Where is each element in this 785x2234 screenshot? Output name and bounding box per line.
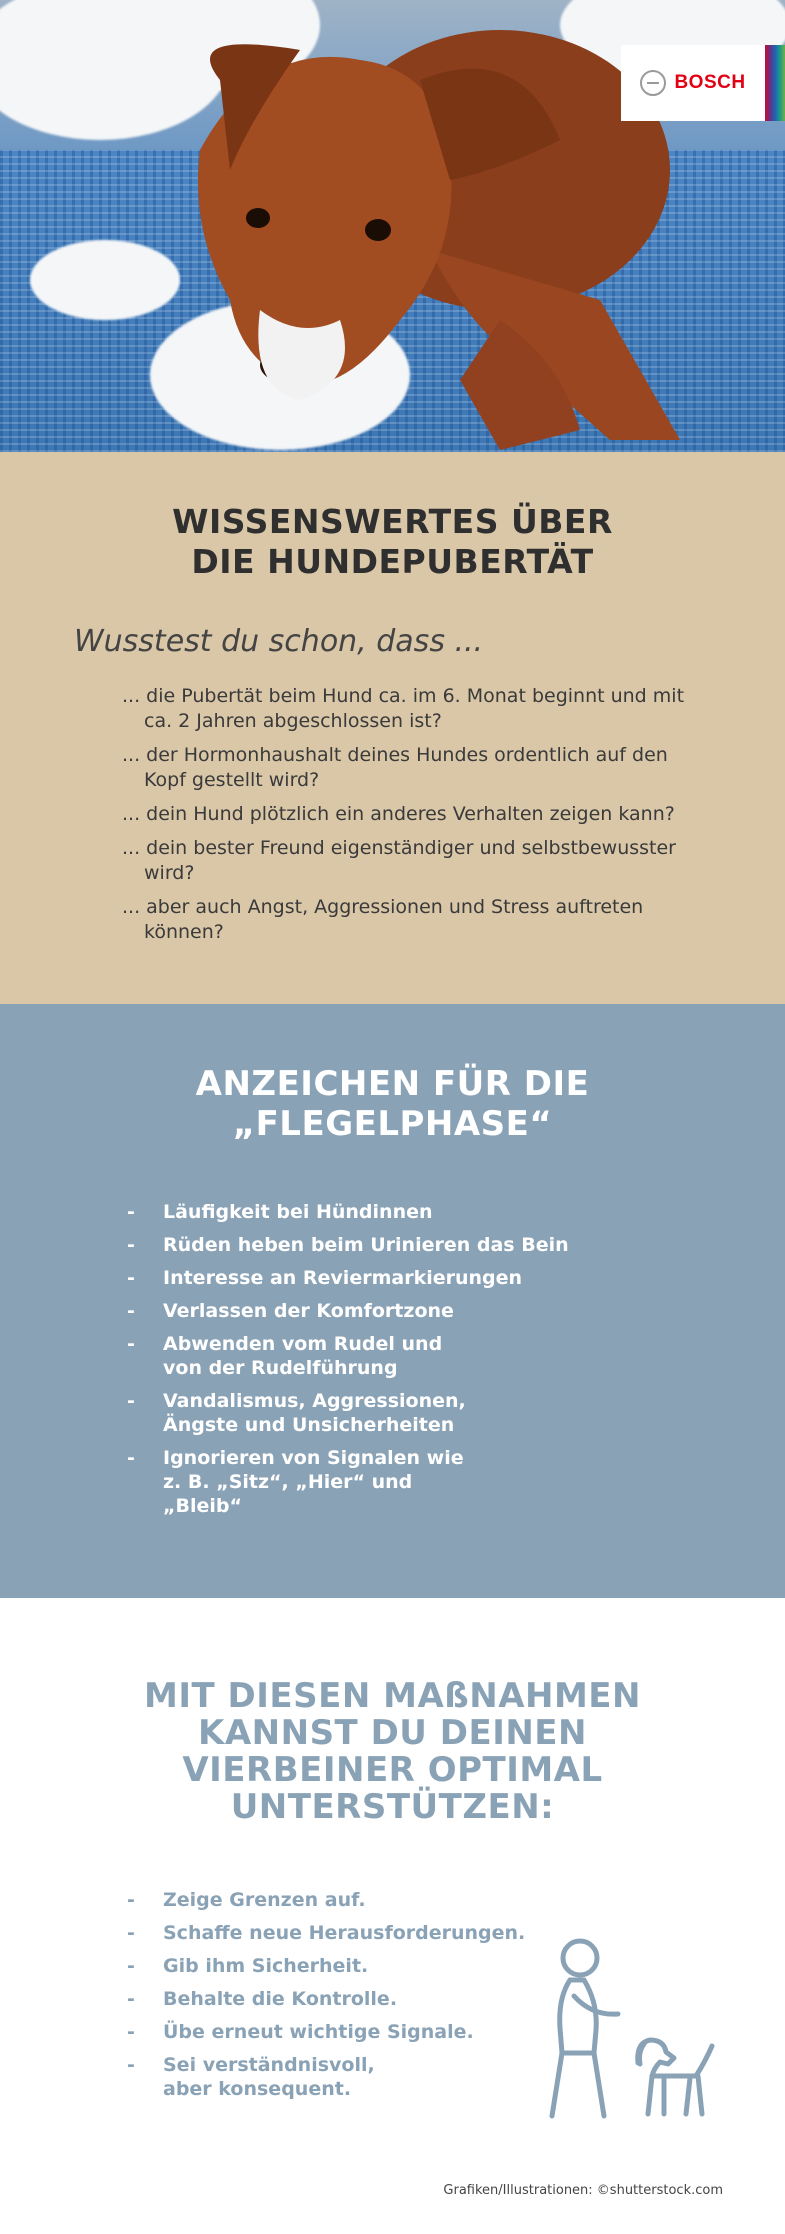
list-item: ... der Hormonhaushalt deines Hundes ordentlich auf den Kopf gestellt wird?	[122, 744, 668, 791]
brand-name: BOSCH	[674, 72, 746, 93]
list-item-text: Ignorieren von Signalen wie z. B. „Sitz“, „Hier“ und „Bleib“	[163, 1447, 464, 1517]
bullet-dash: -	[127, 1955, 135, 1977]
list-item	[127, 1200, 687, 1224]
title-line: DIE HUNDEPUBERTÄT	[191, 542, 594, 581]
bullet-dash: -	[127, 2054, 135, 2076]
signs-section	[0, 1004, 785, 1598]
list-item: ... die Pubertät beim Hund ca. im 6. Monat beginnt und mit ca. 2 Jahren abgeschlossen ist?	[122, 685, 685, 732]
bullet-dash: -	[127, 1889, 135, 1911]
list-item	[127, 1332, 487, 1380]
tips-list	[127, 1888, 547, 2110]
list-item: ... aber auch Angst, Aggressionen und Stress auftreten können?	[122, 896, 644, 943]
brand-color-stripe	[765, 45, 785, 121]
bullet-dash: -	[127, 1390, 135, 1412]
facts-section	[0, 452, 785, 1004]
list-item	[127, 1954, 547, 1978]
bullet-dash: -	[127, 1201, 135, 1223]
list-item	[127, 1921, 547, 1945]
list-item	[127, 1389, 547, 1437]
bullet-dash: -	[127, 1234, 135, 1256]
bullet-dash: -	[127, 1300, 135, 1322]
facts-list	[122, 684, 702, 954]
list-item-text: Gib ihm Sicherheit.	[163, 1955, 369, 1977]
section-title	[0, 1064, 785, 1144]
title-line: UNTERSTÜTZEN:	[230, 1787, 555, 1827]
list-item	[127, 1299, 687, 1323]
tips-section	[0, 1598, 785, 2234]
list-item-text: Sei verständnisvoll, aber konsequent.	[163, 2054, 375, 2100]
list-item-text: Zeige Grenzen auf.	[163, 1889, 366, 1911]
intro-text: Wusstest du schon, dass ...	[74, 624, 484, 659]
image-credit: Grafiken/Illustrationen: ©shutterstock.com	[443, 2183, 723, 2198]
title-line: MIT DIESEN MAßNAHMEN	[144, 1676, 641, 1716]
list-item: ... dein Hund plötzlich ein anderes Verhalten zeigen kann?	[122, 803, 675, 825]
section-title	[0, 502, 785, 582]
bullet-dash: -	[127, 1267, 135, 1289]
list-item	[127, 1888, 547, 1912]
bullet-dash: -	[127, 1988, 135, 2010]
list-item-text: Vandalismus, Aggressionen, Ängste und Unsicherheiten	[163, 1390, 466, 1436]
bosch-logo	[621, 45, 765, 121]
title-line: KANNST DU DEINEN	[198, 1713, 587, 1753]
title-line: WISSENSWERTES ÜBER	[172, 502, 613, 541]
list-item	[127, 1233, 687, 1257]
hero-image	[0, 0, 785, 452]
list-item-text: Schaffe neue Herausforderungen.	[163, 1922, 526, 1944]
list-item	[127, 2053, 387, 2101]
list-item-text: Rüden heben beim Urinieren das Bein	[163, 1234, 569, 1256]
list-item-text: Abwenden vom Rudel und von der Rudelführung	[163, 1333, 443, 1379]
title-line: VIERBEINER OPTIMAL	[182, 1750, 603, 1790]
list-item-text: Verlassen der Komfortzone	[163, 1300, 454, 1322]
title-line: „FLEGELPHASE“	[232, 1104, 553, 1144]
signs-list	[127, 1200, 687, 1527]
section-title	[0, 1678, 785, 1826]
bullet-dash: -	[127, 1333, 135, 1355]
bullet-dash: -	[127, 2021, 135, 2043]
list-item-text: Behalte die Kontrolle.	[163, 1988, 398, 2010]
bullet-dash: -	[127, 1447, 135, 1469]
list-item	[127, 1266, 687, 1290]
list-item	[127, 2020, 547, 2044]
list-item-text: Übe erneut wichtige Signale.	[163, 2021, 474, 2043]
list-item: ... dein bester Freund eigenständiger und selbstbewusster wird?	[122, 837, 676, 884]
title-line: ANZEICHEN FÜR DIE	[195, 1064, 590, 1104]
person-with-dog-icon	[540, 1928, 720, 2128]
bosch-ring-icon	[640, 70, 666, 96]
list-item-text: Interesse an Reviermarkierungen	[163, 1267, 523, 1289]
list-item-text: Läufigkeit bei Hündinnen	[163, 1201, 433, 1223]
bullet-dash: -	[127, 1922, 135, 1944]
list-item	[127, 1987, 547, 2011]
list-item	[127, 1446, 487, 1518]
